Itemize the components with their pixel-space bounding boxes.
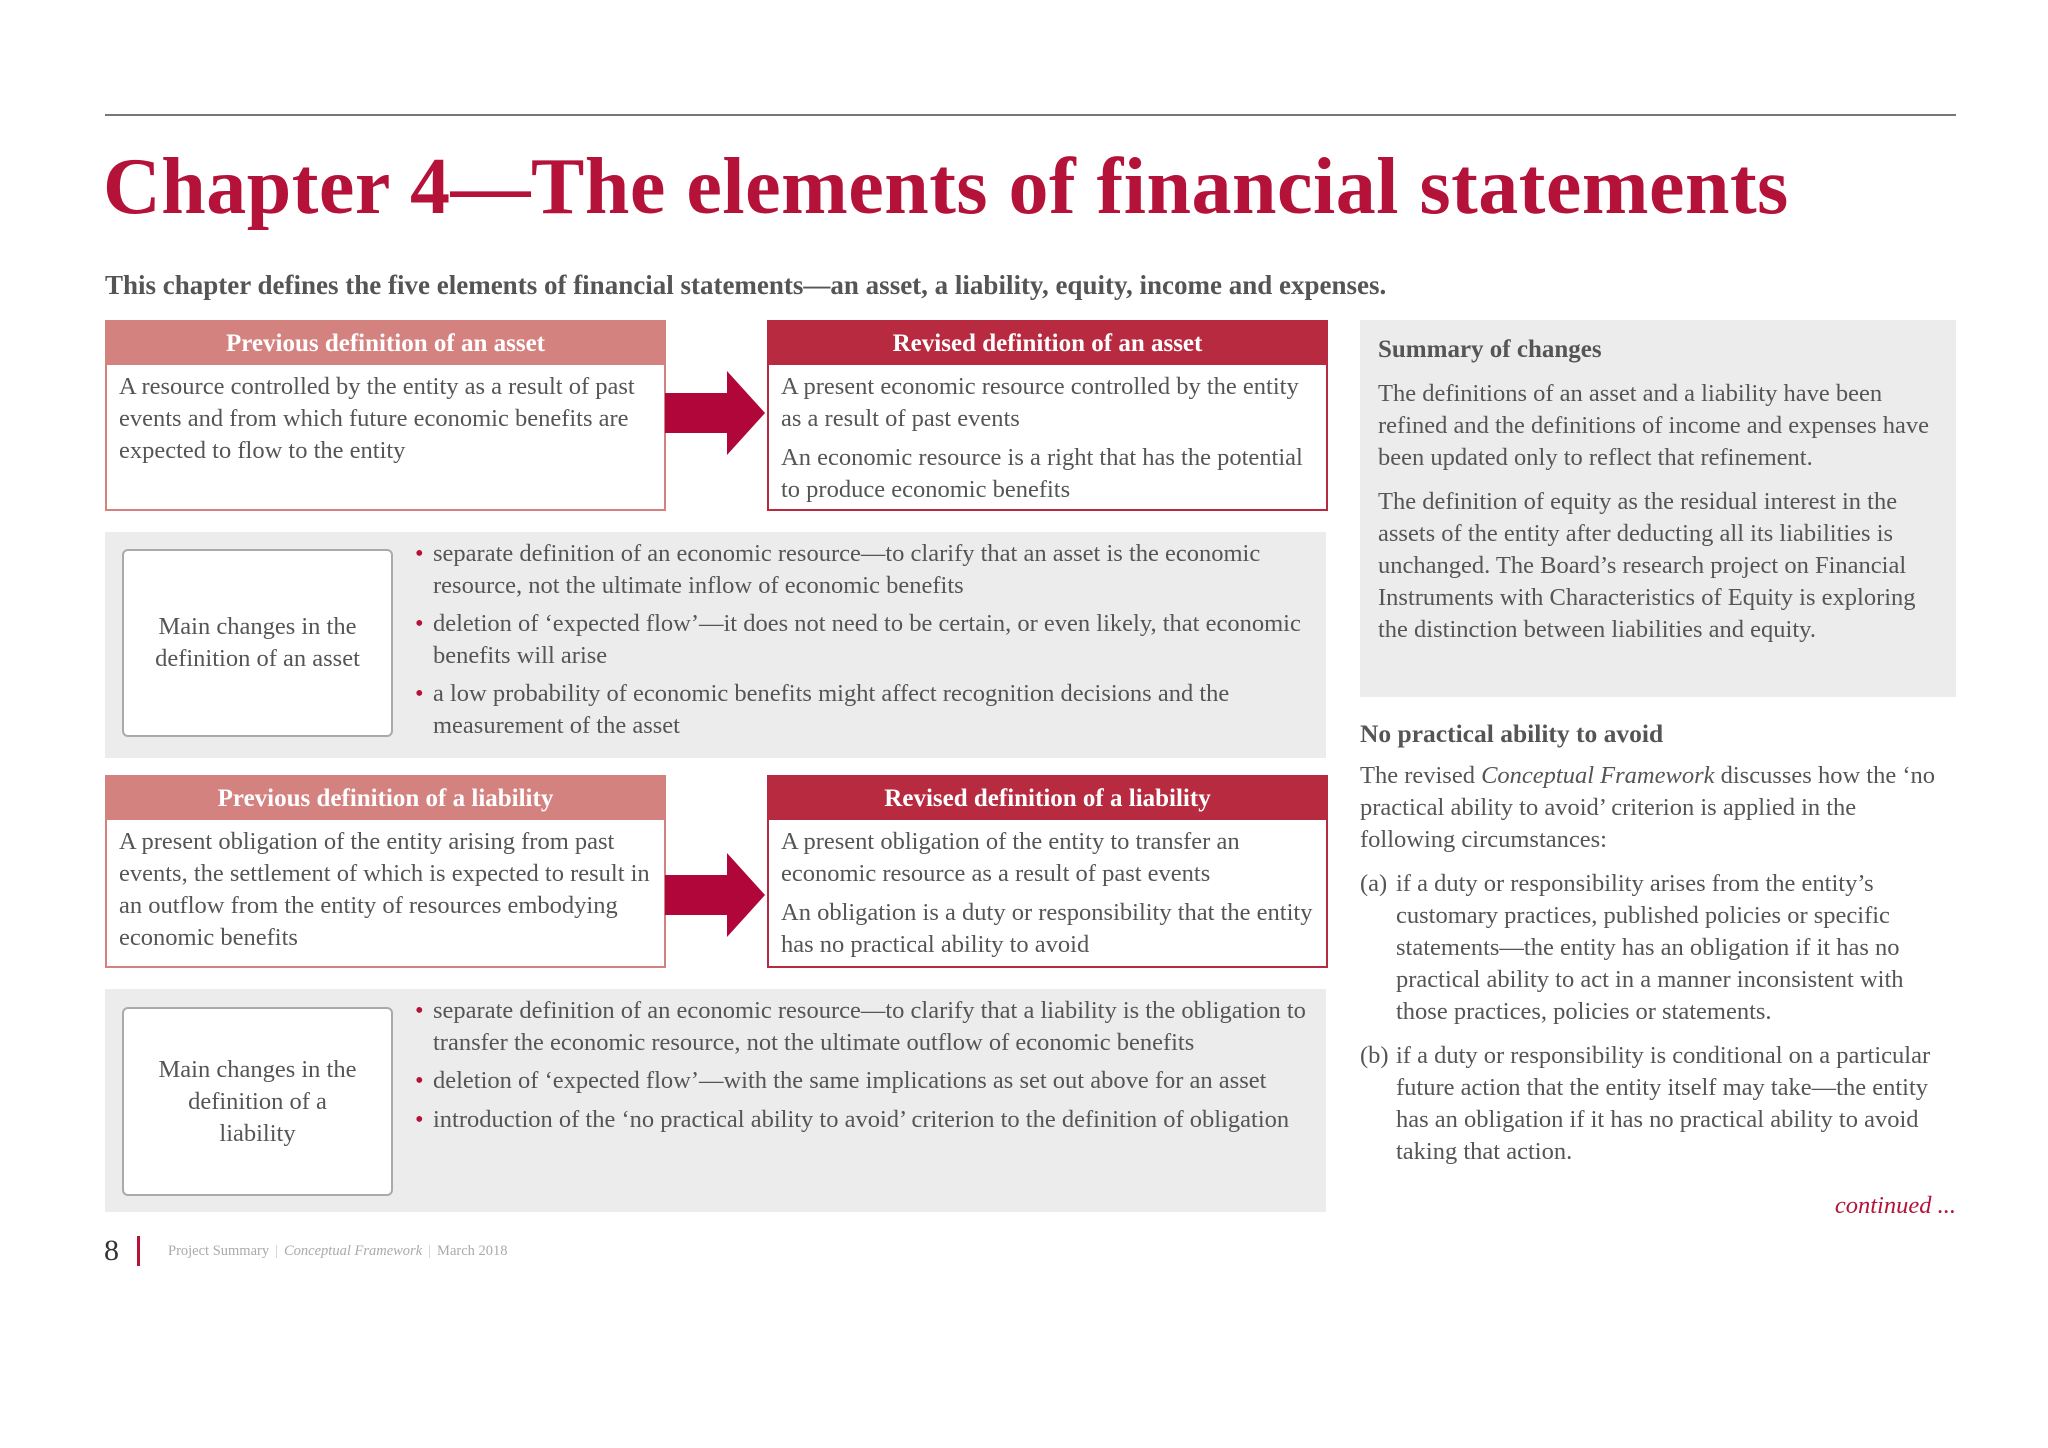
footer-date: March 2018 bbox=[437, 1242, 508, 1259]
footer-framework: Conceptual Framework bbox=[284, 1242, 423, 1259]
revised-asset-text-1: A present economic resource controlled by the entity as a result of past events bbox=[781, 373, 1299, 432]
chapter-intro: This chapter defines the five elements of financial statements—an asset, a liability, equity, income and expenses. bbox=[105, 270, 1387, 300]
summary-paragraph: The definitions of an asset and a liability have been refined and the definitions of income and expenses have been updated only to reflect that refinement. bbox=[1378, 380, 1930, 471]
item-label: (a) bbox=[1360, 870, 1388, 897]
item-text: if a duty or responsibility is conditional on a particular future action that the entity itself may take—the entity has an obligation if it has no practical ability to avoid taking that action. bbox=[1396, 1042, 1931, 1165]
asset-change-item: • a low probability of economic benefits might affect recognition decisions and the measurement of the asset bbox=[415, 678, 1316, 741]
summary-paragraph: The definition of equity as the residual interest in the assets of the entity after deducting all its liabilities is unchanged. The Board’s research project on Financial Instruments with Characteristics of Equity is exploring the distinction between liabilities and equity. bbox=[1378, 488, 1916, 643]
previous-liability-text: A present obligation of the entity arising from past events, the settlement of which is expected to result in an outflow from the entity of resources embodying economic benefits bbox=[119, 828, 650, 951]
revised-asset-header: Revised definition of an asset bbox=[769, 322, 1326, 365]
practical-ability-section bbox=[1360, 718, 1956, 1180]
footer-doc: Project Summary bbox=[168, 1242, 270, 1259]
intro-italic: Conceptual Framework bbox=[1481, 762, 1715, 789]
summary-heading: Summary of changes bbox=[1378, 336, 1602, 363]
page-number: 8 bbox=[104, 1234, 119, 1267]
previous-asset-header: Previous definition of an asset bbox=[107, 322, 664, 365]
footer-divider bbox=[137, 1236, 140, 1266]
liability-change-item: • separate definition of an economic resource—to clarify that a liability is the obligation to transfer the economic resource, not the ultimate outflow of economic benefits bbox=[415, 995, 1316, 1058]
continued-label: continued ... bbox=[1834, 1192, 1956, 1219]
footer bbox=[104, 1234, 508, 1268]
item-label: (b) bbox=[1360, 1042, 1389, 1069]
previous-liability-header: Previous definition of a liability bbox=[107, 777, 664, 820]
liability-changes-label: Main changes in the definition of a liability bbox=[122, 1007, 393, 1196]
liability-changes-panel bbox=[105, 989, 1326, 1212]
practical-intro bbox=[1360, 760, 1956, 856]
item-text: if a duty or responsibility arises from the entity’s customary practices, published policies or specific statements—the entity has an obligation if it has no practical ability to act in a manner inconsistent with those practices, policies or statements. bbox=[1396, 870, 1904, 1025]
revised-asset-definition bbox=[767, 320, 1328, 511]
footer-sep: | bbox=[428, 1242, 432, 1259]
revised-asset-text-2: An economic resource is a right that has the potential to produce economic benefits bbox=[781, 444, 1303, 503]
intro-text: The revised bbox=[1360, 762, 1482, 789]
top-rule bbox=[105, 114, 1956, 116]
summary-of-changes bbox=[1360, 320, 1956, 697]
previous-asset-definition bbox=[105, 320, 666, 511]
circumstance-item bbox=[1360, 1040, 1956, 1168]
liability-change-item: • introduction of the ‘no practical ability to avoid’ criterion to the definition of obligation bbox=[415, 1104, 1316, 1136]
asset-changes-label: Main changes in the definition of an asset bbox=[122, 549, 393, 737]
footer-sep: | bbox=[275, 1242, 278, 1259]
asset-change-item: • separate definition of an economic resource—to clarify that an asset is the economic resource, not the ultimate inflow of economic benefits bbox=[415, 538, 1316, 601]
previous-liability-definition bbox=[105, 775, 666, 968]
circumstance-item bbox=[1360, 868, 1956, 1028]
revised-liability-text-2: An obligation is a duty or responsibility that the entity has no practical ability to avoid bbox=[781, 899, 1313, 958]
asset-change-item: • deletion of ‘expected flow’—it does not need to be certain, or even likely, that economic benefits will arise bbox=[415, 608, 1316, 671]
revised-liability-header: Revised definition of a liability bbox=[769, 777, 1326, 820]
arrow-right-icon bbox=[665, 853, 765, 937]
practical-heading: No practical ability to avoid bbox=[1360, 719, 1664, 748]
liability-change-item: • deletion of ‘expected flow’—with the same implications as set out above for an asset bbox=[415, 1065, 1316, 1097]
previous-asset-text: A resource controlled by the entity as a result of past events and from which future economic benefits are expected to flow to the entity bbox=[119, 373, 635, 464]
intro-text: discusses how the ‘no practical ability to avoid’ criterion is applied in the following circumstances: bbox=[1360, 762, 1935, 853]
asset-changes-panel bbox=[105, 532, 1326, 758]
revised-liability-text-1: A present obligation of the entity to transfer an economic resource as a result of past events bbox=[781, 828, 1240, 887]
page-title: Chapter 4—The elements of financial statements bbox=[103, 143, 1789, 231]
arrow-right-icon bbox=[665, 371, 765, 455]
revised-liability-definition bbox=[767, 775, 1328, 968]
